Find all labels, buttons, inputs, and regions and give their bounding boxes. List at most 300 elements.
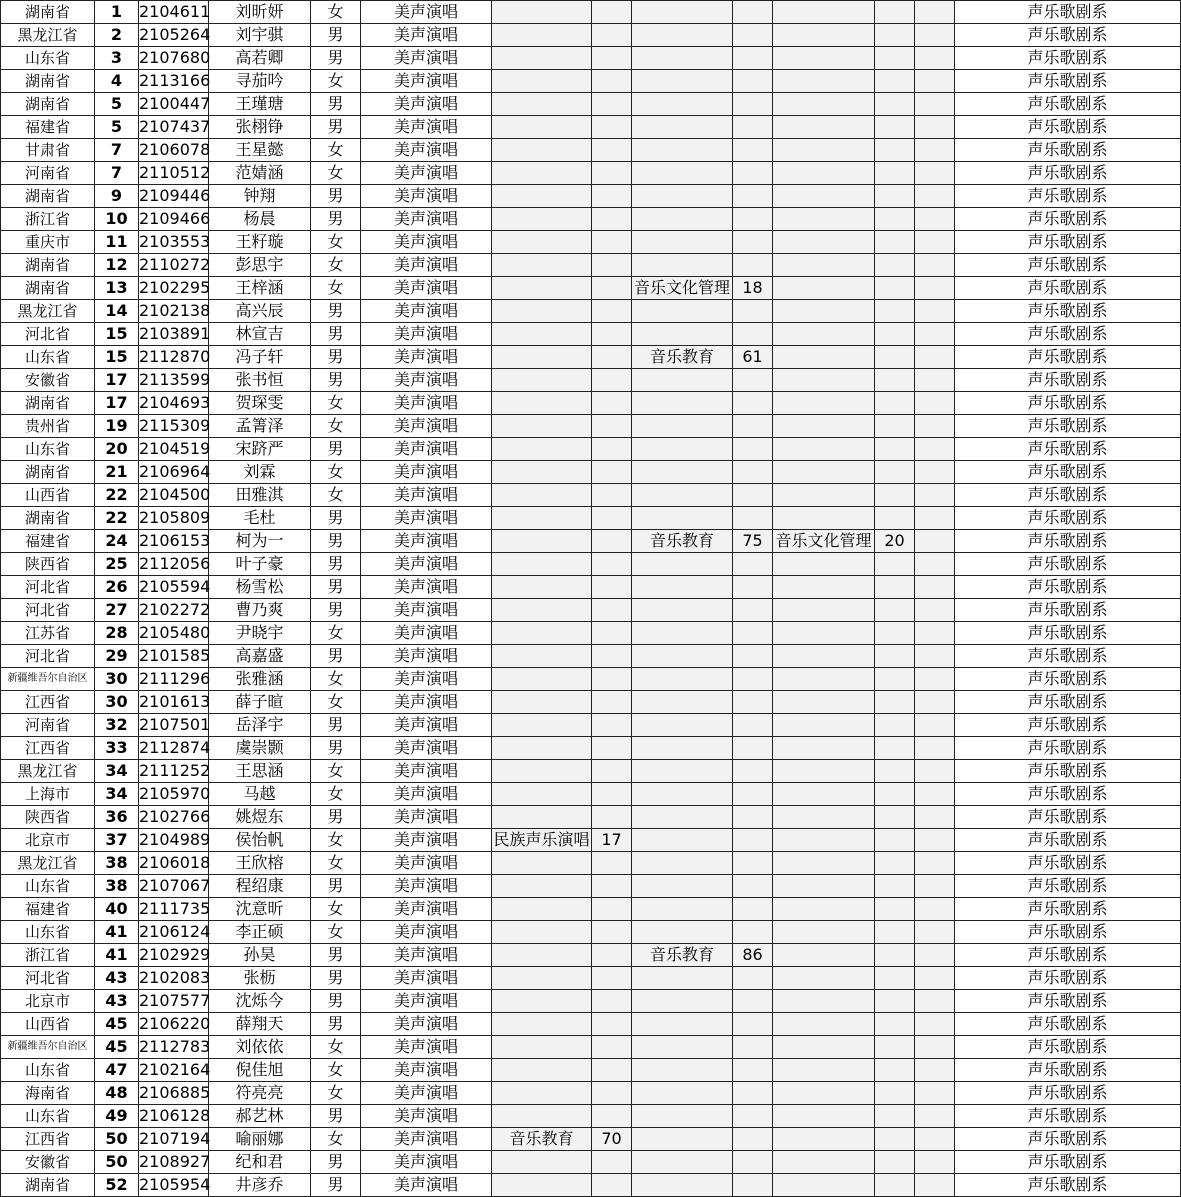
rank-cell: 38 — [95, 875, 139, 898]
score3-cell — [733, 231, 773, 254]
department-cell: 声乐歌剧系 — [955, 576, 1181, 599]
major1-cell: 美声演唱 — [361, 254, 492, 277]
name-cell: 刘昕妍 — [209, 1, 311, 24]
department-cell: 声乐歌剧系 — [955, 622, 1181, 645]
name-cell: 叶子豪 — [209, 553, 311, 576]
table-row — [1, 714, 1181, 737]
major1-cell: 美声演唱 — [361, 990, 492, 1013]
score3-cell: 75 — [733, 530, 773, 553]
rank-cell: 25 — [95, 553, 139, 576]
score2-cell: 70 — [592, 1128, 632, 1151]
major2-cell — [492, 277, 592, 300]
exam-id-cell: 2109446 — [139, 185, 209, 208]
score4-cell — [875, 185, 915, 208]
gender-cell: 女 — [311, 1, 361, 24]
department-cell: 声乐歌剧系 — [955, 1105, 1181, 1128]
table-row — [1, 1174, 1181, 1197]
province-cell: 陕西省 — [1, 553, 95, 576]
score2-cell — [592, 323, 632, 346]
blank-cell — [915, 1128, 955, 1151]
gender-cell: 女 — [311, 484, 361, 507]
major1-cell: 美声演唱 — [361, 162, 492, 185]
exam-id-cell: 2106885 — [139, 1082, 209, 1105]
major4-cell — [773, 806, 875, 829]
rank-cell: 43 — [95, 990, 139, 1013]
table-row — [1, 852, 1181, 875]
exam-id-cell: 2105264 — [139, 24, 209, 47]
table-row — [1, 346, 1181, 369]
score3-cell — [733, 760, 773, 783]
exam-id-cell: 2113166 — [139, 70, 209, 93]
score3-cell — [733, 369, 773, 392]
blank-cell — [915, 162, 955, 185]
province-cell: 河南省 — [1, 162, 95, 185]
major2-cell — [492, 300, 592, 323]
blank-cell — [915, 576, 955, 599]
major2-cell — [492, 530, 592, 553]
major3-cell — [632, 967, 733, 990]
major1-cell: 美声演唱 — [361, 806, 492, 829]
department-cell: 声乐歌剧系 — [955, 553, 1181, 576]
rank-cell: 12 — [95, 254, 139, 277]
score4-cell — [875, 668, 915, 691]
province-cell: 湖南省 — [1, 70, 95, 93]
major2-cell — [492, 116, 592, 139]
blank-cell — [915, 231, 955, 254]
rank-cell: 15 — [95, 346, 139, 369]
blank-cell — [915, 852, 955, 875]
blank-cell — [915, 93, 955, 116]
department-cell: 声乐歌剧系 — [955, 599, 1181, 622]
score4-cell — [875, 507, 915, 530]
gender-cell: 女 — [311, 622, 361, 645]
gender-cell: 男 — [311, 507, 361, 530]
name-cell: 虞崇颢 — [209, 737, 311, 760]
score2-cell — [592, 47, 632, 70]
province-cell: 福建省 — [1, 898, 95, 921]
major1-cell: 美声演唱 — [361, 185, 492, 208]
table-row — [1, 875, 1181, 898]
score2-cell — [592, 714, 632, 737]
table-row — [1, 967, 1181, 990]
major1-cell: 美声演唱 — [361, 921, 492, 944]
department-cell: 声乐歌剧系 — [955, 484, 1181, 507]
name-cell: 刘宇骐 — [209, 24, 311, 47]
rank-cell: 32 — [95, 714, 139, 737]
major4-cell — [773, 24, 875, 47]
score4-cell — [875, 415, 915, 438]
major3-cell: 音乐教育 — [632, 346, 733, 369]
name-cell: 贺琛雯 — [209, 392, 311, 415]
table-row — [1, 944, 1181, 967]
exam-id-cell: 2112874 — [139, 737, 209, 760]
table-row — [1, 645, 1181, 668]
blank-cell — [915, 1082, 955, 1105]
major2-cell — [492, 944, 592, 967]
province-cell: 湖南省 — [1, 507, 95, 530]
score4-cell — [875, 438, 915, 461]
major1-cell: 美声演唱 — [361, 1174, 492, 1197]
table-row — [1, 1059, 1181, 1082]
blank-cell — [915, 944, 955, 967]
major3-cell — [632, 921, 733, 944]
name-cell: 田雅淇 — [209, 484, 311, 507]
blank-cell — [915, 1174, 955, 1197]
major4-cell — [773, 116, 875, 139]
province-cell: 山东省 — [1, 438, 95, 461]
table-row — [1, 369, 1181, 392]
name-cell: 张雅涵 — [209, 668, 311, 691]
department-cell: 声乐歌剧系 — [955, 852, 1181, 875]
table-row — [1, 668, 1181, 691]
major4-cell — [773, 47, 875, 70]
rank-cell: 38 — [95, 852, 139, 875]
table-row — [1, 806, 1181, 829]
gender-cell: 男 — [311, 990, 361, 1013]
major3-cell: 音乐教育 — [632, 944, 733, 967]
major1-cell: 美声演唱 — [361, 1013, 492, 1036]
exam-id-cell: 2107501 — [139, 714, 209, 737]
gender-cell: 女 — [311, 691, 361, 714]
gender-cell: 男 — [311, 944, 361, 967]
name-cell: 柯为一 — [209, 530, 311, 553]
exam-id-cell: 2106124 — [139, 921, 209, 944]
province-cell: 山东省 — [1, 875, 95, 898]
gender-cell: 女 — [311, 277, 361, 300]
department-cell: 声乐歌剧系 — [955, 116, 1181, 139]
gender-cell: 男 — [311, 645, 361, 668]
exam-id-cell: 2106128 — [139, 1105, 209, 1128]
exam-id-cell: 2105480 — [139, 622, 209, 645]
major4-cell — [773, 898, 875, 921]
province-cell: 新疆维吾尔自治区 — [1, 1036, 95, 1059]
rank-cell: 28 — [95, 622, 139, 645]
major2-cell — [492, 806, 592, 829]
score4-cell — [875, 737, 915, 760]
table-row — [1, 622, 1181, 645]
score4-cell — [875, 47, 915, 70]
province-cell: 陕西省 — [1, 806, 95, 829]
name-cell: 沈意昕 — [209, 898, 311, 921]
department-cell: 声乐歌剧系 — [955, 1059, 1181, 1082]
name-cell: 倪佳旭 — [209, 1059, 311, 1082]
table-row — [1, 921, 1181, 944]
name-cell: 王籽璇 — [209, 231, 311, 254]
major1-cell: 美声演唱 — [361, 461, 492, 484]
table-row — [1, 1036, 1181, 1059]
major3-cell — [632, 576, 733, 599]
exam-id-cell: 2107577 — [139, 990, 209, 1013]
score3-cell — [733, 415, 773, 438]
major1-cell: 美声演唱 — [361, 898, 492, 921]
major3-cell — [632, 1151, 733, 1174]
score2-cell — [592, 116, 632, 139]
major3-cell — [632, 553, 733, 576]
major1-cell: 美声演唱 — [361, 1082, 492, 1105]
name-cell: 李正硕 — [209, 921, 311, 944]
major4-cell — [773, 645, 875, 668]
major1-cell: 美声演唱 — [361, 438, 492, 461]
name-cell: 林宣吉 — [209, 323, 311, 346]
major1-cell: 美声演唱 — [361, 944, 492, 967]
major2-cell — [492, 967, 592, 990]
blank-cell — [915, 415, 955, 438]
major3-cell — [632, 691, 733, 714]
province-cell: 山东省 — [1, 921, 95, 944]
province-cell: 湖南省 — [1, 392, 95, 415]
exam-id-cell: 2102295 — [139, 277, 209, 300]
major4-cell — [773, 553, 875, 576]
major3-cell — [632, 369, 733, 392]
province-cell: 河北省 — [1, 645, 95, 668]
gender-cell: 女 — [311, 415, 361, 438]
table-row — [1, 461, 1181, 484]
major2-cell — [492, 254, 592, 277]
score3-cell — [733, 70, 773, 93]
blank-cell — [915, 1, 955, 24]
gender-cell: 女 — [311, 139, 361, 162]
exam-id-cell: 2111296 — [139, 668, 209, 691]
score3-cell — [733, 1082, 773, 1105]
rank-cell: 22 — [95, 484, 139, 507]
province-cell: 湖南省 — [1, 1, 95, 24]
department-cell: 声乐歌剧系 — [955, 1036, 1181, 1059]
province-cell: 山西省 — [1, 1013, 95, 1036]
rank-cell: 41 — [95, 944, 139, 967]
gender-cell: 男 — [311, 530, 361, 553]
score2-cell — [592, 70, 632, 93]
blank-cell — [915, 967, 955, 990]
major4-cell — [773, 691, 875, 714]
province-cell: 湖南省 — [1, 1174, 95, 1197]
score2-cell — [592, 1036, 632, 1059]
score3-cell — [733, 875, 773, 898]
table-row — [1, 300, 1181, 323]
major3-cell — [632, 185, 733, 208]
gender-cell: 女 — [311, 921, 361, 944]
major2-cell: 音乐教育 — [492, 1128, 592, 1151]
gender-cell: 女 — [311, 231, 361, 254]
major3-cell — [632, 461, 733, 484]
score2-cell — [592, 1082, 632, 1105]
exam-id-cell: 2104693 — [139, 392, 209, 415]
name-cell: 张书恒 — [209, 369, 311, 392]
gender-cell: 男 — [311, 300, 361, 323]
score4-cell — [875, 139, 915, 162]
major1-cell: 美声演唱 — [361, 875, 492, 898]
rank-cell: 7 — [95, 162, 139, 185]
major1-cell: 美声演唱 — [361, 392, 492, 415]
major3-cell — [632, 990, 733, 1013]
score4-cell — [875, 1082, 915, 1105]
major1-cell: 美声演唱 — [361, 622, 492, 645]
table-row — [1, 277, 1181, 300]
major2-cell — [492, 645, 592, 668]
rank-cell: 3 — [95, 47, 139, 70]
score2-cell — [592, 783, 632, 806]
exam-id-cell: 2108927 — [139, 1151, 209, 1174]
department-cell: 声乐歌剧系 — [955, 277, 1181, 300]
rank-cell: 15 — [95, 323, 139, 346]
score4-cell — [875, 231, 915, 254]
blank-cell — [915, 116, 955, 139]
score2-cell — [592, 737, 632, 760]
major2-cell — [492, 599, 592, 622]
major3-cell — [632, 1036, 733, 1059]
score4-cell — [875, 622, 915, 645]
major2-cell — [492, 1082, 592, 1105]
score4-cell — [875, 760, 915, 783]
name-cell: 薛翔天 — [209, 1013, 311, 1036]
major2-cell — [492, 461, 592, 484]
blank-cell — [915, 70, 955, 93]
department-cell: 声乐歌剧系 — [955, 737, 1181, 760]
province-cell: 湖南省 — [1, 277, 95, 300]
score2-cell — [592, 484, 632, 507]
gender-cell: 男 — [311, 714, 361, 737]
score3-cell: 86 — [733, 944, 773, 967]
department-cell: 声乐歌剧系 — [955, 898, 1181, 921]
exam-id-cell: 2101585 — [139, 645, 209, 668]
province-cell: 河北省 — [1, 967, 95, 990]
major2-cell — [492, 1105, 592, 1128]
rank-cell: 43 — [95, 967, 139, 990]
department-cell: 声乐歌剧系 — [955, 1128, 1181, 1151]
major4-cell — [773, 208, 875, 231]
major1-cell: 美声演唱 — [361, 1105, 492, 1128]
major3-cell — [632, 507, 733, 530]
score3-cell — [733, 622, 773, 645]
major4-cell: 音乐文化管理 — [773, 530, 875, 553]
major3-cell — [632, 760, 733, 783]
name-cell: 毛杜 — [209, 507, 311, 530]
province-cell: 贵州省 — [1, 415, 95, 438]
name-cell: 孙昊 — [209, 944, 311, 967]
major2-cell — [492, 898, 592, 921]
score3-cell — [733, 898, 773, 921]
blank-cell — [915, 530, 955, 553]
major4-cell — [773, 921, 875, 944]
major1-cell: 美声演唱 — [361, 1036, 492, 1059]
table-row — [1, 737, 1181, 760]
score2-cell — [592, 1174, 632, 1197]
major4-cell — [773, 323, 875, 346]
name-cell: 寻茄吟 — [209, 70, 311, 93]
department-cell: 声乐歌剧系 — [955, 369, 1181, 392]
score3-cell — [733, 806, 773, 829]
major4-cell — [773, 277, 875, 300]
rank-cell: 14 — [95, 300, 139, 323]
score3-cell — [733, 1013, 773, 1036]
major4-cell — [773, 392, 875, 415]
major2-cell — [492, 691, 592, 714]
department-cell: 声乐歌剧系 — [955, 47, 1181, 70]
major2-cell — [492, 1174, 592, 1197]
major1-cell: 美声演唱 — [361, 1, 492, 24]
score3-cell: 61 — [733, 346, 773, 369]
department-cell: 声乐歌剧系 — [955, 1082, 1181, 1105]
score4-cell — [875, 1151, 915, 1174]
score4-cell — [875, 484, 915, 507]
score4-cell — [875, 1059, 915, 1082]
province-cell: 重庆市 — [1, 231, 95, 254]
blank-cell — [915, 668, 955, 691]
score3-cell — [733, 24, 773, 47]
score4-cell — [875, 967, 915, 990]
gender-cell: 女 — [311, 70, 361, 93]
score3-cell — [733, 185, 773, 208]
major4-cell — [773, 599, 875, 622]
major2-cell — [492, 415, 592, 438]
province-cell: 湖南省 — [1, 185, 95, 208]
major2-cell — [492, 1013, 592, 1036]
gender-cell: 女 — [311, 852, 361, 875]
score2-cell — [592, 24, 632, 47]
major1-cell: 美声演唱 — [361, 852, 492, 875]
rank-cell: 52 — [95, 1174, 139, 1197]
major3-cell — [632, 737, 733, 760]
table-row — [1, 231, 1181, 254]
major3-cell — [632, 208, 733, 231]
province-cell: 黑龙江省 — [1, 852, 95, 875]
province-cell: 山东省 — [1, 1059, 95, 1082]
blank-cell — [915, 645, 955, 668]
table-row — [1, 70, 1181, 93]
major2-cell — [492, 70, 592, 93]
major1-cell: 美声演唱 — [361, 369, 492, 392]
table-row — [1, 898, 1181, 921]
exam-id-cell: 2104500 — [139, 484, 209, 507]
score3-cell — [733, 691, 773, 714]
department-cell: 声乐歌剧系 — [955, 645, 1181, 668]
score2-cell — [592, 300, 632, 323]
province-cell: 安徽省 — [1, 1151, 95, 1174]
table-row — [1, 599, 1181, 622]
table-row — [1, 323, 1181, 346]
score4-cell — [875, 24, 915, 47]
gender-cell: 男 — [311, 346, 361, 369]
gender-cell: 男 — [311, 24, 361, 47]
department-cell: 声乐歌剧系 — [955, 507, 1181, 530]
rank-cell: 41 — [95, 921, 139, 944]
score4-cell — [875, 1174, 915, 1197]
major3-cell — [632, 714, 733, 737]
major1-cell: 美声演唱 — [361, 530, 492, 553]
exam-id-cell: 2104611 — [139, 1, 209, 24]
major4-cell — [773, 760, 875, 783]
name-cell: 王思涵 — [209, 760, 311, 783]
score3-cell — [733, 162, 773, 185]
major1-cell: 美声演唱 — [361, 47, 492, 70]
gender-cell: 男 — [311, 323, 361, 346]
score4-cell — [875, 70, 915, 93]
score2-cell — [592, 185, 632, 208]
gender-cell: 男 — [311, 438, 361, 461]
name-cell: 姚煜东 — [209, 806, 311, 829]
score4-cell — [875, 392, 915, 415]
score3-cell — [733, 737, 773, 760]
gender-cell: 男 — [311, 208, 361, 231]
table-row — [1, 1, 1181, 24]
name-cell: 钟翔 — [209, 185, 311, 208]
gender-cell: 女 — [311, 461, 361, 484]
score3-cell — [733, 116, 773, 139]
name-cell: 张栩铮 — [209, 116, 311, 139]
blank-cell — [915, 898, 955, 921]
major3-cell — [632, 898, 733, 921]
province-cell: 湖南省 — [1, 93, 95, 116]
major4-cell — [773, 944, 875, 967]
